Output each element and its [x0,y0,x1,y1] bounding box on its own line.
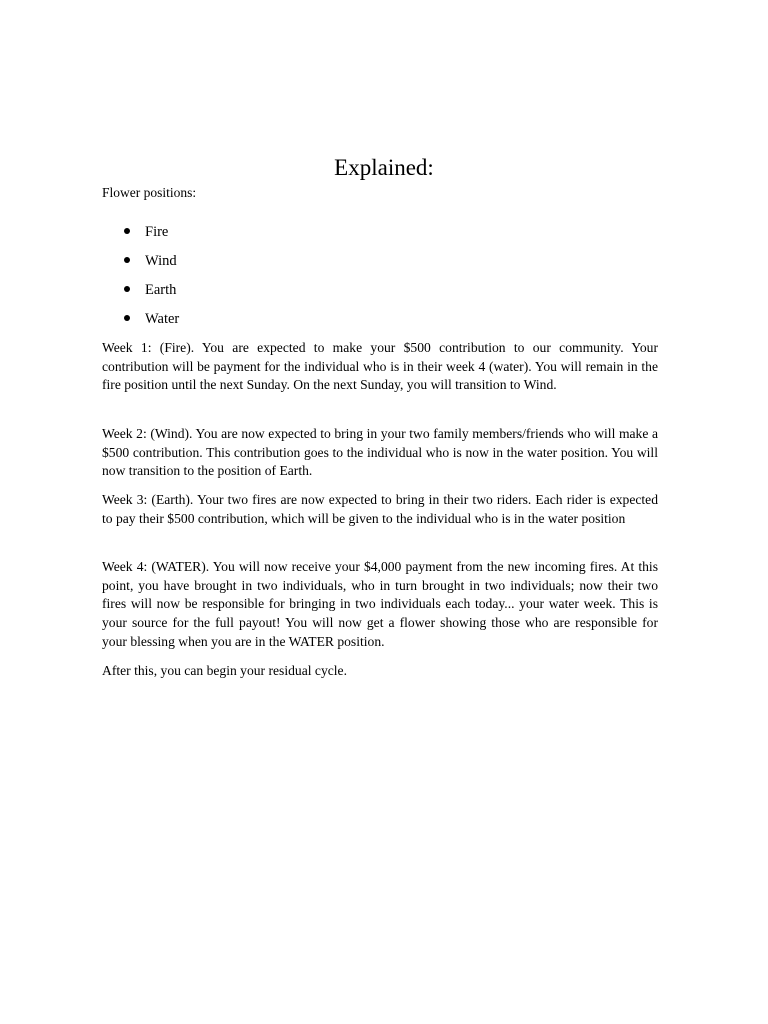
list-item-label: Water [145,311,180,327]
bullet-icon [124,286,130,292]
list-item-earth [102,276,179,305]
list-item-label: Fire [145,224,169,240]
list-item-fire [102,218,179,247]
list-item-label: Earth [145,282,177,298]
positions-list [102,218,179,334]
bullet-icon [124,315,130,321]
bullet-icon [124,257,130,263]
intro-text: Flower positions: [102,185,197,200]
list-item-wind [102,247,179,276]
week-2-paragraph: Week 2: (Wind). You are now expected to bring in your two family members/friends who will make a $500 contribution. This contribution goes to the individual who is now in the water position. You will now transition to the position of Earth. [102,426,658,479]
document-title: Explained: [334,155,434,180]
list-item-water [102,305,179,334]
closing-paragraph: After this, you can begin your residual cycle. [102,663,347,678]
bullet-icon [124,228,130,234]
week-1-paragraph: Week 1: (Fire). You are expected to make your $500 contribution to our community. Your contribution will be payment for the individual who is in their week 4 (water). You will remain in the fire position until the next Sunday. On the next Sunday, you will transition to Wind. [102,340,658,393]
week-4-paragraph: Week 4: (WATER). You will now receive your $4,000 payment from the new incoming fires. At this point, you have brought in two individuals, who in turn brought in two individuals; now their two fires will now be responsible for bringing in two individuals each today... your water week. This is your source for the full payout! You will now get a flower showing those who are responsible for your blessing when you are in the WATER position. [102,559,658,649]
week-3-paragraph: Week 3: (Earth). Your two fires are now expected to bring in their two riders. Each rider is expected to pay their $500 contribution, which will be given to the individual who is in the water position [102,492,658,526]
list-item-label: Wind [145,253,177,269]
